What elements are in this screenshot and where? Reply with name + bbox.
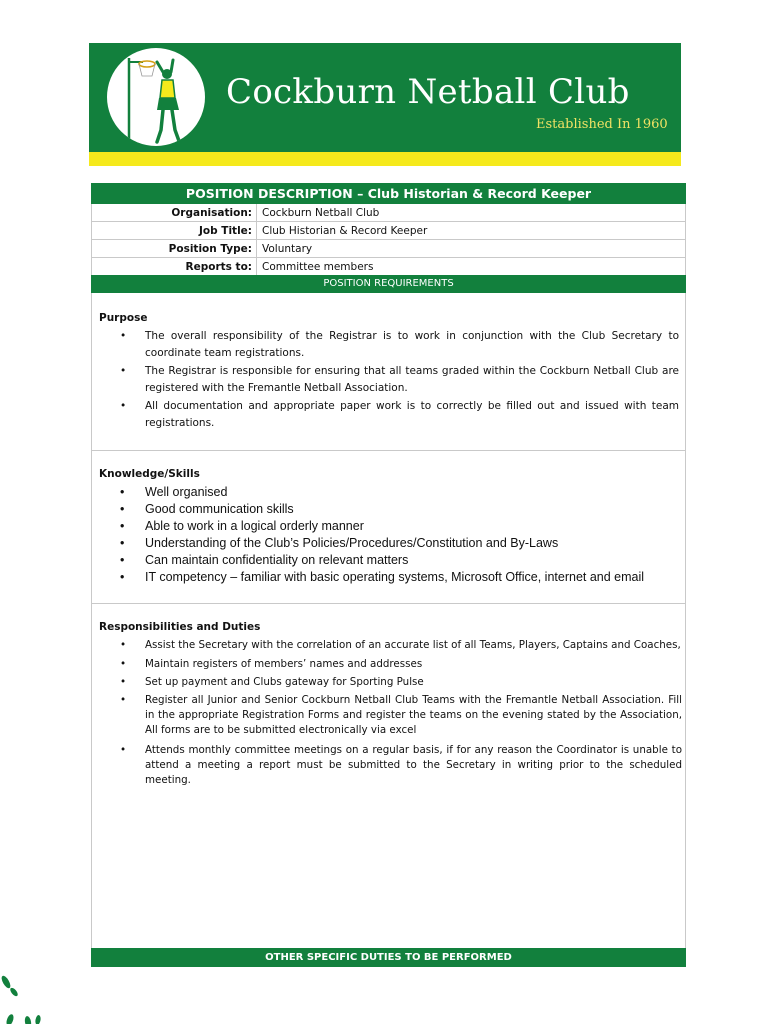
list-item: • IT competency – familiar with basic operating systems, Microsoft Office, internet and email xyxy=(117,569,682,586)
info-row-position-type xyxy=(91,240,686,258)
info-value: Voluntary xyxy=(262,243,313,255)
list-item: • Assist the Secretary with the correlation of an accurate list of all Teams, Players, Captains and Coaches, xyxy=(117,638,682,653)
section-divider xyxy=(91,603,686,604)
header-accent-strip xyxy=(89,152,681,166)
position-requirements-heading: POSITION REQUIREMENTS xyxy=(91,275,686,293)
other-duties-heading: OTHER SPECIFIC DUTIES TO BE PERFORMED xyxy=(91,948,686,967)
form-title: POSITION DESCRIPTION – Club Historian & Record Keeper xyxy=(91,183,686,204)
responsibilities-list xyxy=(117,638,682,791)
info-row-organisation xyxy=(91,204,686,222)
list-item: • Maintain registers of members’ names and addresses xyxy=(117,657,682,672)
list-item: • Well organised xyxy=(117,484,682,501)
list-item: • The overall responsibility of the Registrar is to work in conjunction with the Club Secretary to coordinate team registrations. xyxy=(117,328,679,362)
info-value: Club Historian & Record Keeper xyxy=(262,225,428,237)
list-item: • Able to work in a logical orderly manner xyxy=(117,518,682,535)
info-value: Cockburn Netball Club xyxy=(262,207,380,219)
list-item: • Register all Junior and Senior Cockburn Netball Club Teams with the Fremantle Netball Association. Fill in the appropriate Registration Forms and register the teams on the evening stated by the Association, All forms are to be submitted electronically via excel xyxy=(117,693,682,738)
list-item: • Attends monthly committee meetings on a regular basis, if for any reason the Coordinator is unable to attend a meeting a report must be submitted to the Secretary in writing prior to the scheduled meeting. xyxy=(117,743,682,788)
list-item: • Set up payment and Clubs gateway for Sporting Pulse xyxy=(117,675,682,690)
established-tagline: Established In 1960 xyxy=(536,117,668,132)
list-item: • The Registrar is responsible for ensuring that all teams graded within the Cockburn Netball Club are registered with the Fremantle Netball Association. xyxy=(117,363,679,397)
info-value: Committee members xyxy=(262,261,374,273)
info-row-reports-to xyxy=(91,258,686,276)
info-label: Job Title: xyxy=(199,225,252,237)
info-row-job-title xyxy=(91,222,686,240)
info-label: Reports to: xyxy=(185,261,252,273)
knowledge-skills-heading: Knowledge/Skills xyxy=(99,468,200,480)
netball-player-logo-icon xyxy=(107,48,205,146)
knowledge-skills-list xyxy=(117,484,682,586)
footer-decoration-icon xyxy=(0,968,60,1024)
info-label: Position Type: xyxy=(168,243,252,255)
info-label: Organisation: xyxy=(171,207,252,219)
list-item: • All documentation and appropriate paper work is to correctly be filled out and issued with team registrations. xyxy=(117,398,679,432)
list-item: • Good communication skills xyxy=(117,501,682,518)
list-item: • Can maintain confidentiality on relevant matters xyxy=(117,552,682,569)
list-item: • Understanding of the Club’s Policies/Procedures/Constitution and By-Laws xyxy=(117,535,682,552)
club-name: Cockburn Netball Club xyxy=(226,72,630,112)
section-divider xyxy=(91,450,686,451)
purpose-heading: Purpose xyxy=(99,312,148,324)
responsibilities-heading: Responsibilities and Duties xyxy=(99,621,261,633)
purpose-list xyxy=(117,328,679,433)
